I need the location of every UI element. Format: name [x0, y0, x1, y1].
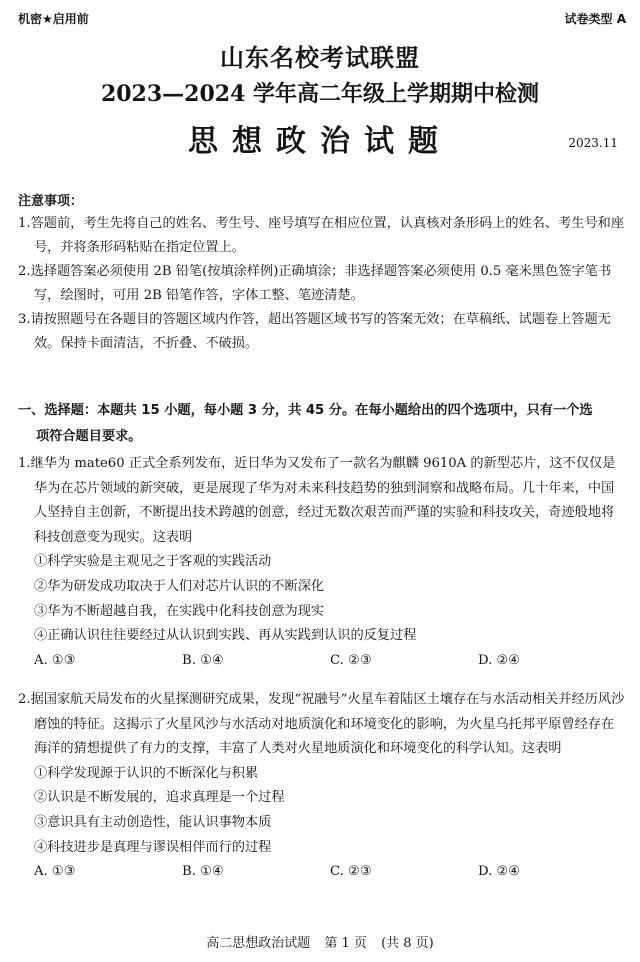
statement-option: ①科学实验是主观见之于客观的实践活动	[34, 554, 272, 570]
statement-option: ④正确认识往往要经过从认识到实践、再从实践到认识的反复过程	[34, 628, 417, 644]
statement-option: ④科技进步是真理与谬误相伴而行的过程	[34, 839, 272, 855]
choice-a: A. ①③	[34, 652, 76, 668]
question-1	[18, 452, 626, 673]
choice-d: D. ②④	[478, 864, 521, 880]
notice-heading: 注意事项：	[18, 194, 84, 209]
choice-c: C. ②③	[330, 652, 372, 668]
choice-d: D. ②④	[478, 652, 521, 668]
page-footer	[0, 932, 640, 951]
footer-paper-name: 高二思想政治试题	[206, 936, 311, 951]
exam-date: 2023.11	[568, 136, 618, 150]
notice-item: 3.请按照题号在各题目的答题区域内作答，超出答题区域书写的答案无效；在草稿纸、试题卷上答题无效。保持卡面清洁，不折叠、不破损。	[18, 312, 611, 351]
choice-b: B. ①④	[182, 864, 224, 880]
notice-item: 2.选择题答案必须使用 2B 铅笔(按填涂样例)正确填涂；非选择题答案必须使用 0.5 毫米黑色签字笔书写，绘图时，可用 2B 铅笔作答，字体工整、笔迹清楚。	[18, 264, 612, 303]
choice-b: B. ①④	[182, 652, 224, 668]
exam-title: 2023—2024 学年高二年级上学期期中检测	[100, 81, 540, 107]
answer-choices	[18, 649, 626, 674]
notice-list	[18, 212, 626, 356]
choice-c: C. ②③	[330, 864, 372, 880]
footer-total-pages: (共 8 页)	[381, 936, 434, 951]
statement-option: ③意识具有主动创造性，能认识事物本质	[34, 814, 272, 830]
question-stem: 2.据国家航天局发布的火星探测研究成果，发现“祝融号”火星车着陆区土壤存在与水活动相关并经历风沙磨蚀的特征。这揭示了火星风沙与水活动对地质演化和环境变化的影响，为火星乌托邦平原曾经存在海洋的猜想提供了有力的支撑，丰富了人类对火星地质演化和环境变化的科学认知。这表明	[18, 692, 625, 757]
alliance-title: 山东名校考试联盟	[220, 43, 420, 72]
statement-option: ②华为研发成功取决于人们对芯片认识的不断深化	[34, 578, 325, 594]
paper-type-label: 试卷类型 A	[564, 12, 626, 26]
section-heading-line2: 项符合题目要求。	[36, 429, 142, 444]
choice-a: A. ①③	[34, 864, 76, 880]
section-heading-line1: 一、选择题：本题共 15 小题，每小题 3 分，共 45 分。在每小题给出的四个选项中，只有一个选	[18, 403, 593, 418]
answer-choices	[18, 860, 626, 885]
statement-option: ③华为不断超越自我，在实践中化科技创意为现实	[34, 603, 325, 619]
footer-page-number: 第 1 页	[324, 936, 367, 951]
statement-option: ②认识是不断发展的，追求真理是一个过程	[34, 790, 285, 806]
confidential-label: 机密★启用前	[18, 12, 89, 26]
statement-option: ①科学发现源于认识的不断深化与积累	[34, 765, 259, 781]
section-heading	[18, 398, 626, 450]
question-stem: 1.继华为 mate60 正式全系列发布，近日华为又发布了一款名为麒麟 9610A 的新型芯片，这不仅仅是华为在芯片领域的新突破，更是展现了华为对未来科技趋势的独到洞察和战略布局。几十年来，中国人坚持自主创新，不断提出技术跨越的创意，经过无数次艰苦而严谨的实验和科技攻关，奇迹般地将科技创意变为现实。这表明	[18, 456, 616, 545]
notice-item: 1.答题前，考生先将自己的姓名、考生号、座号填写在相应位置，认真核对条形码上的姓名、考生号和座号，并将条形码粘贴在指定位置上。	[18, 216, 625, 255]
subject-title: 思想政治试题	[188, 124, 452, 159]
question-2	[18, 688, 626, 885]
